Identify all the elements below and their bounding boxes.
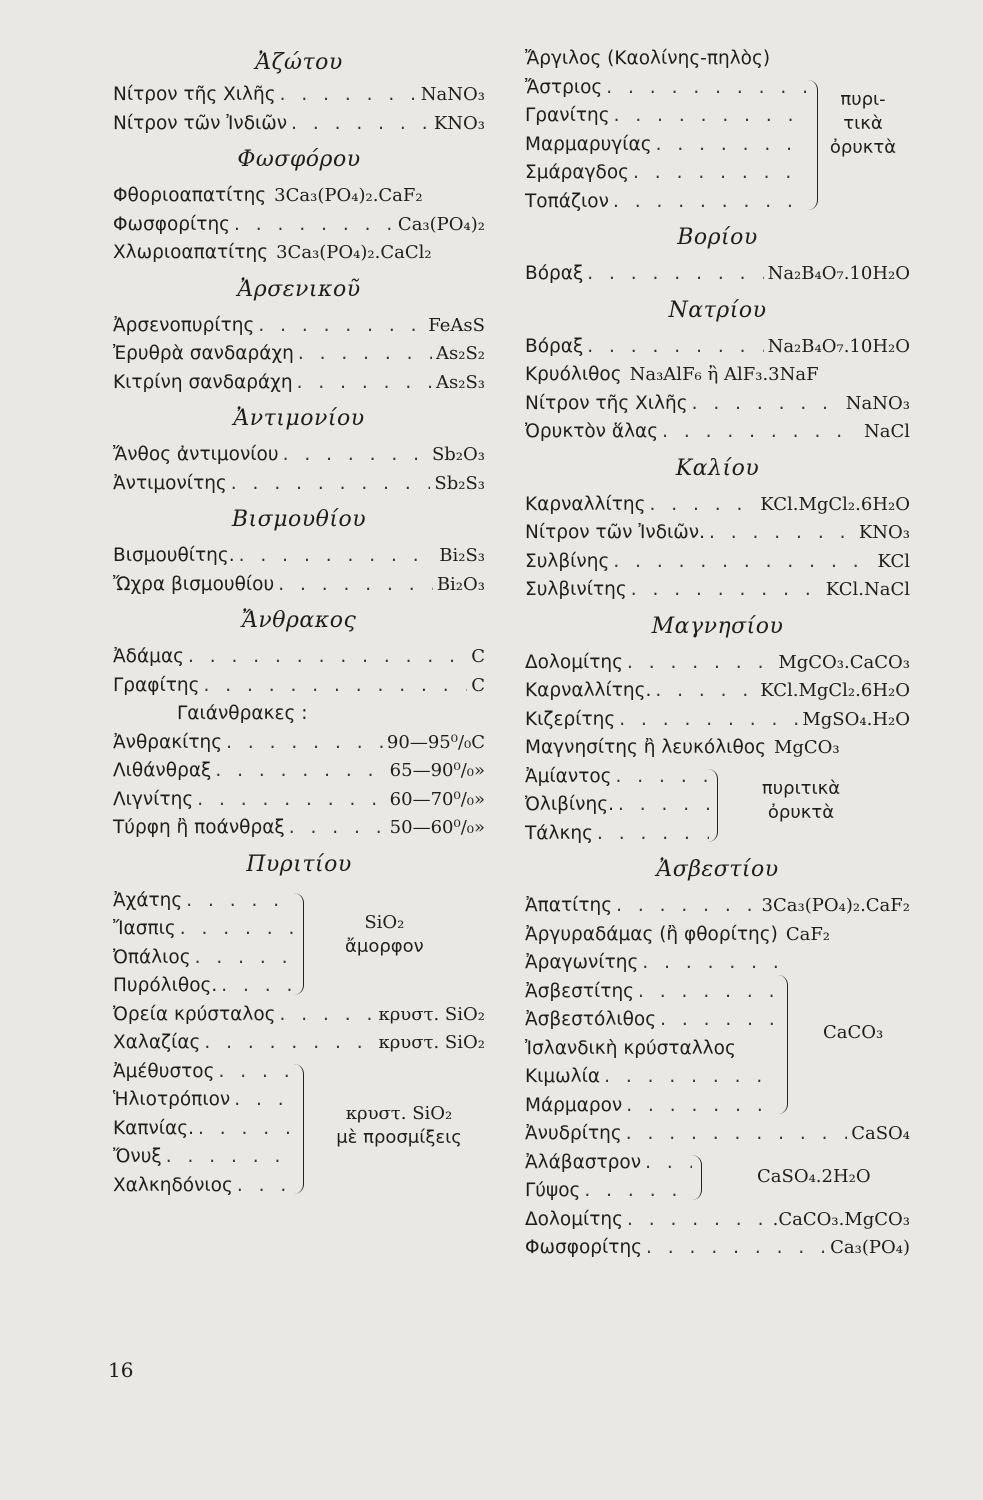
- mineral-name: Φωσφορίτης: [113, 213, 231, 235]
- section-title-magnisiou: Μαγνησίου: [651, 613, 784, 639]
- list-item: Ὄνυξ . . .: [113, 1143, 303, 1172]
- mineral-name: Ἐρυθρὰ σανδαράχη: [113, 343, 294, 364]
- mineral-row: [525, 649, 910, 678]
- mineral-name: Κρυόλιθος: [525, 364, 622, 385]
- list-item: Ἴασπις . . .: [113, 915, 303, 944]
- mineral-formula: C: [471, 674, 485, 696]
- mineral-name: Νίτρον τῶν Ἰνδιῶν: [113, 112, 288, 134]
- mineral-row: [525, 418, 910, 447]
- mineral-name: Γραφίτης: [113, 674, 200, 696]
- list-item: Τοπάζιον . . .: [525, 188, 815, 217]
- mineral-name: Λιγνίτης: [113, 788, 194, 810]
- mineral-formula: Bi₂S₃: [439, 545, 485, 566]
- mineral-formula: NaCl: [863, 421, 910, 442]
- mineral-formula: .CaCO₃.MgCO₃: [772, 1208, 910, 1230]
- mineral-name: Χαλαζίας: [113, 1032, 201, 1053]
- mineral-name: Ὤχρα βισμουθίου: [113, 573, 275, 595]
- left-column: [113, 45, 485, 1200]
- list-item: Ἀσβεστίτης . . .: [525, 978, 787, 1007]
- mineral-row: [113, 312, 485, 341]
- mineral-row: [113, 470, 485, 499]
- brace-mark: [293, 1064, 304, 1195]
- mineral-row: [525, 548, 910, 577]
- section-title-fosforou: Φωσφόρου: [237, 147, 361, 172]
- mineral-formula: KCl.MgCl₂.6H₂O: [760, 493, 910, 515]
- list-item: Καπνίας. . . .: [113, 1115, 303, 1144]
- mineral-formula: 60—70⁰/₀»: [389, 788, 485, 810]
- silica-mixed-group: [113, 1058, 462, 1201]
- list-item: Χαλκηδόνιος . . .: [113, 1172, 303, 1201]
- mineral-row: [113, 369, 485, 398]
- mineral-formula: KCl.MgCl₂.6H₂O: [760, 680, 910, 701]
- section-title-pyritiou: Πυριτίου: [246, 851, 352, 877]
- mineral-name: Τύρφη ἢ ποάνθραξ: [113, 817, 285, 838]
- mineral-formula: KCl: [877, 550, 910, 572]
- list-item: Ὀλιβίνης. . . .: [525, 791, 717, 820]
- mineral-name: Βισμουθίτης.: [113, 545, 235, 566]
- mineral-name: Συλβίνης: [525, 550, 610, 572]
- mineral-formula: 90—95⁰/₀C: [386, 731, 485, 753]
- brace-mark: [691, 1155, 702, 1200]
- mineral-row: [525, 333, 910, 362]
- right-column: [525, 45, 910, 1263]
- mineral-name: Δολομίτης: [525, 1208, 623, 1230]
- list-item: Ἀραγωνίτης . . .: [525, 949, 787, 978]
- mineral-formula: 50—60⁰/₀»: [389, 817, 485, 838]
- mineral-formula: FeAsS: [428, 314, 485, 336]
- brace-mark: [707, 769, 718, 843]
- mineral-row: [525, 734, 910, 763]
- mineral-row: [113, 643, 485, 672]
- mineral-row: [113, 542, 485, 571]
- mineral-formula: KNO₃: [433, 112, 485, 134]
- brace-mark: [807, 80, 818, 211]
- mineral-name: Ἀπατίτης: [525, 895, 613, 916]
- mineral-name: Φθοριοαπατίτης: [113, 185, 267, 206]
- section-title-argilos: Ἄργιλος (Καολίνης-πηλὸς): [525, 48, 771, 69]
- section-title-kaliou: Καλίου: [675, 455, 760, 481]
- mineral-formula: Na₂B₄O₇.10H₂O: [767, 335, 910, 357]
- silicate-minerals-group: [525, 74, 897, 217]
- group-label: πυρι-τικὰ ὀρυκτὰ: [829, 88, 897, 158]
- list-item: Ἀχάτης . . .: [113, 887, 303, 916]
- mineral-formula: Sb₂O₃: [431, 444, 485, 465]
- mineral-name: Ὀρεία κρύσταλος: [113, 1003, 276, 1025]
- mineral-formula: NaNO₃: [420, 84, 485, 105]
- mineral-row: [113, 182, 485, 211]
- mineral-row: [525, 1120, 910, 1149]
- mineral-formula: MgCO₃: [773, 737, 840, 758]
- mineral-row: [525, 390, 910, 419]
- mineral-row: [525, 892, 910, 921]
- list-item: Μαρμαρυγίας . . .: [525, 131, 815, 160]
- mineral-row: [113, 239, 485, 268]
- mineral-name: Νίτρον τῆς Χιλῆς: [113, 84, 276, 105]
- mineral-name: Βόραξ: [525, 335, 584, 357]
- mineral-formula: 65—90⁰/₀»: [389, 760, 485, 781]
- mineral-row: [113, 757, 485, 786]
- mineral-name: Ἀνυδρίτης: [525, 1123, 622, 1144]
- mineral-formula: As₂S₃: [436, 371, 485, 393]
- mineral-formula: 3Ca₃(PO₄)₂.CaF₂: [274, 185, 423, 206]
- mineral-name: Χλωριοαπατίτης: [113, 242, 269, 263]
- mineral-row: [113, 571, 485, 600]
- mineral-name: Λιθάνθραξ: [113, 760, 212, 781]
- mineral-row: [525, 519, 910, 548]
- silica-amorphous-group: [113, 887, 424, 1001]
- mineral-name: Ἀρσενοπυρίτης: [113, 314, 255, 336]
- mineral-formula: 3Ca₃(PO₄)₂.CaF₂: [761, 895, 910, 916]
- mineral-name: Καρναλλίτης: [525, 493, 646, 515]
- list-item: Ἄστριος . . .: [525, 74, 815, 103]
- mineral-name: Νίτρον τῶν Ἰνδιῶν.: [525, 522, 706, 543]
- section-title-antimoniou: Ἀντιμονίου: [233, 406, 365, 431]
- mineral-name: Ὀρυκτὸν ἅλας: [525, 421, 659, 442]
- mineral-name: Νίτρον τῆς Χιλῆς: [525, 392, 688, 414]
- mineral-row: [113, 729, 485, 758]
- group-label: SiO₂ ἄμορφον: [345, 911, 424, 957]
- mineral-formula: Ca₃(PO₄): [830, 1237, 910, 1258]
- mineral-name: Δολομίτης: [525, 651, 623, 673]
- mineral-formula: As₂S₂: [436, 343, 485, 364]
- mineral-formula: KCl.NaCl: [825, 579, 910, 600]
- gypsum-group: [525, 1149, 871, 1206]
- mineral-formula: MgSO₄.H₂O: [802, 708, 910, 730]
- group-label: CaSO₄.2H₂O: [757, 1165, 871, 1187]
- mineral-name: Ἀνθρακίτης: [113, 731, 223, 753]
- list-item: Ἀμέθυστος . . .: [113, 1058, 303, 1087]
- mineral-formula: Ca₃(PO₄)₂: [397, 213, 485, 235]
- mineral-row: [113, 1029, 485, 1058]
- mineral-row: [113, 672, 485, 701]
- mineral-formula: κρυστ. SiO₂: [378, 1003, 485, 1025]
- mineral-row: [525, 1206, 910, 1235]
- section-title-asvestiou: Ἀσβεστίου: [656, 857, 779, 882]
- group-label: CaCO₃: [823, 1022, 884, 1043]
- section-title-anthrakos: Ἄνθρακος: [241, 608, 357, 633]
- list-item: Γύψος . . .: [525, 1177, 700, 1206]
- brace-mark: [777, 975, 788, 1114]
- list-item: Ἡλιοτρόπιον . . .: [113, 1086, 303, 1115]
- list-item: Ὀπάλιος . . .: [113, 944, 303, 973]
- mineral-name: Κιζερίτης: [525, 708, 616, 730]
- mineral-name: Κιτρίνη σανδαράχη: [113, 371, 293, 393]
- mineral-formula: Bi₂O₃: [436, 573, 485, 595]
- mineral-formula: CaSO₄: [851, 1123, 910, 1144]
- list-item: Κιμωλία . . .: [525, 1063, 787, 1092]
- coal-subheading: Γαιάνθρακες :: [177, 703, 308, 724]
- mineral-name: Φωσφορίτης: [525, 1237, 643, 1258]
- mineral-row: [113, 814, 485, 843]
- mineral-formula: NaNO₃: [845, 392, 910, 414]
- calcium-carbonate-group: [525, 949, 884, 1120]
- mineral-formula: C: [471, 646, 485, 667]
- section-title-arsenikou: Ἀρσενικοῦ: [237, 276, 361, 302]
- mineral-formula: κρυστ. SiO₂: [378, 1032, 485, 1053]
- mineral-name: Βόραξ: [525, 263, 584, 284]
- list-item: Ἀλάβαστρον . . .: [525, 1149, 700, 1178]
- brace-mark: [293, 893, 304, 995]
- mineral-formula: KNO₃: [858, 522, 910, 543]
- section-title-azotou: Ἀζώτου: [255, 50, 343, 75]
- mineral-name: Μαγνησίτης ἢ λευκόλιθος: [525, 737, 766, 758]
- mineral-row: [525, 921, 910, 950]
- group-label: κρυστ. SiO₂ μὲ προσμίξεις: [336, 1102, 462, 1148]
- list-item: Ἀσβεστόλιθος . . .: [525, 1006, 787, 1035]
- mineral-row: [113, 211, 485, 240]
- mineral-name: Ἄνθος ἀντιμονίου: [113, 444, 279, 465]
- page-number: 16: [108, 1358, 134, 1382]
- mineral-row: [525, 677, 910, 706]
- mineral-name: Ἀδάμας: [113, 646, 184, 667]
- section-title-voriou: Βορίου: [677, 225, 758, 250]
- group-label: πυριτικὰ ὀρυκτὰ: [761, 777, 841, 823]
- mineral-row: [525, 706, 910, 735]
- mineral-row: [113, 110, 485, 139]
- mineral-formula: Na₂B₄O₇.10H₂O: [767, 263, 910, 284]
- mineral-formula: MgCO₃.CaCO₃: [778, 651, 910, 673]
- mineral-name: Ἀργυραδάμας (ἢ φθορίτης): [525, 923, 778, 945]
- mineral-formula: 3Ca₃(PO₄)₂.CaCl₂: [276, 242, 432, 263]
- mineral-row: [525, 361, 910, 390]
- mineral-row: [525, 576, 910, 605]
- mineral-row: [525, 1234, 910, 1263]
- list-item: Πυρόλιθος. . . .: [113, 972, 303, 1001]
- mineral-formula: CaF₂: [785, 923, 831, 945]
- list-item: Ἀμίαντος . . .: [525, 763, 717, 792]
- mineral-name: Καρναλλίτης.: [525, 680, 652, 701]
- magnesium-silicates-group: [525, 763, 841, 849]
- mineral-row: [113, 340, 485, 369]
- mineral-row: [113, 1001, 485, 1030]
- mineral-row: [525, 491, 910, 520]
- mineral-formula: Na₃AlF₆ ἢ AlF₃.3NaF: [629, 364, 819, 385]
- list-item: Τάλκης . . .: [525, 820, 717, 849]
- list-item: Γρανίτης . . .: [525, 102, 815, 131]
- section-title-natriou: Νατρίου: [668, 297, 767, 323]
- mineral-formula: Sb₂S₃: [434, 472, 485, 494]
- mineral-name: Συλβινίτης: [525, 579, 627, 600]
- mineral-row: [113, 441, 485, 470]
- list-item: Ἰσλανδικὴ κρύσταλλος: [525, 1037, 736, 1059]
- list-item: Σμάραγδος . . .: [525, 159, 815, 188]
- mineral-row: [525, 260, 910, 289]
- section-title-vismouthiou: Βισμουθίου: [231, 507, 367, 532]
- list-item: Μάρμαρον . . .: [525, 1092, 787, 1121]
- mineral-row: [113, 81, 485, 110]
- mineral-row: [113, 786, 485, 815]
- mineral-name: Ἀντιμονίτης: [113, 472, 227, 494]
